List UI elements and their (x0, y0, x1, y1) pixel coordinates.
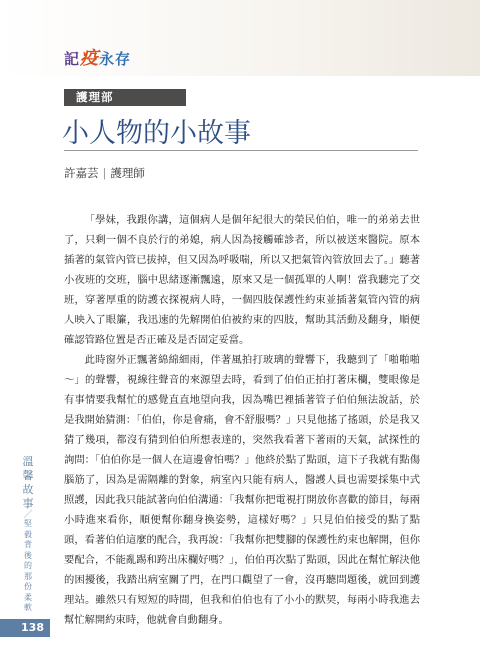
author-line (64, 165, 145, 181)
paragraph-1: 「學妹，我跟你講，這個病人是個年紀很大的榮民伯伯，唯一的弟弟去世了，只剩一個不良於行的弟媳，病人因為接觸確診者，所以被送來醫院。原本插著的氣管內管已拔掉，但又因為呼吸喘，所以又把氣管內管放回去了。」聽著小夜班的交班，腦中思緒逐漸飄遠，原來又是一個孤單的人啊！當我聽完了交班，穿著厚重的防護衣探視病人時，一個四肢保護性約束並插著氣管內管的病人映入了眼簾，我迅速的先解開伯伯被約束的四肢，幫助其活動及翻身，順便確認管路位置是否正確及是否固定妥當。 (64, 214, 420, 346)
side-char: 後 (24, 550, 32, 560)
department-tag: 護理部 (64, 89, 186, 106)
logo-part-2: 疫 (80, 48, 100, 69)
side-title-dash: ／ (23, 510, 33, 520)
page-number: 138 (0, 619, 50, 637)
logo-part-3: 永存 (99, 50, 132, 68)
side-char: 馨 (22, 469, 34, 482)
header-logo (64, 44, 131, 70)
author-name: 許嘉芸 (64, 166, 99, 180)
paragraph-2: 此時窗外正飄著綿綿細雨，伴著風拍打玻璃的聲響下，我聽到了「啪啪啪～」的聲響，視線往聲音的來源望去時，看到了伯伯正拍打著床欄，雙眼像是有事情要我幫忙的感覺直直地望向我，因為嘴巴裡插著管子伯伯無法說話，於是我開始猜測：「伯伯，你是會痛，會不舒服嗎？」只見他搖了搖頭，於是我又猜了幾項，都沒有猜到伯伯所想表達的，突然我看著下著雨的天氣，試探性的詢問：「伯伯你是一個人在這邊會怕嗎？」他終於點了點頭，這下子我就有點傷腦筋了，因為是需隔離的對象，病室內只能有病人，醫護人員也需要採集中式照護，因此我只能試著向伯伯溝通：「我幫你把電視打開放你喜歡的節目，每兩小時進來看你，順便幫你翻身換姿勢，這樣好嗎？」只見伯伯接受的點了點頭，看著伯伯這麼的配合，我再說：「我幫你把雙腳的保護性約束也解開，但你要配合，不能亂踢和跨出床欄好嗎？」，伯伯再次點了點頭，因此在幫忙解決他的困擾後，我踏出病室關了門，在門口觀望了一會，沒再聽問題後，就回到護理站。雖然只有短短的時間，但我和伯伯也有了小小的默契，每兩小時我進去幫忙解開約束時，他就會自動翻身。 (64, 354, 420, 626)
article-body (64, 210, 420, 630)
side-char: 堅 (24, 519, 32, 528)
logo-part-1: 記 (64, 50, 81, 68)
side-char: 柔 (24, 592, 32, 602)
side-char: 背 (24, 540, 32, 549)
author-role: 護理師 (110, 166, 145, 180)
author-separator: | (102, 166, 107, 180)
side-char: 故 (22, 483, 34, 496)
side-section-title (20, 455, 36, 614)
side-title-sub (20, 519, 36, 614)
side-char: 份 (24, 582, 32, 591)
article-title: 小人物的小故事 (62, 118, 251, 149)
side-char: 溫 (22, 455, 34, 468)
side-char: 那 (24, 571, 32, 581)
side-title-main (20, 455, 36, 511)
title-divider (64, 150, 418, 151)
side-char: 軟 (24, 603, 32, 612)
side-char: 事 (22, 497, 34, 510)
side-char: 毅 (24, 529, 32, 539)
side-char: 的 (24, 561, 32, 570)
